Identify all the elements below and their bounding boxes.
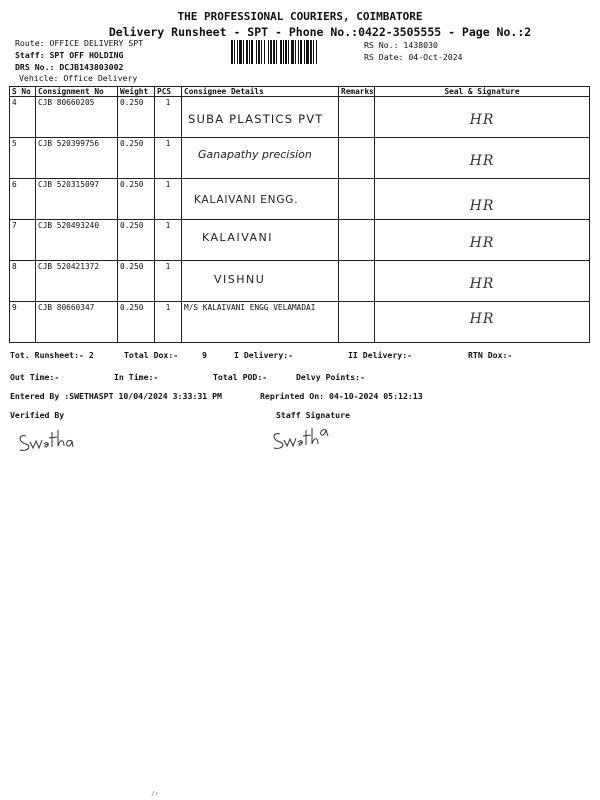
barcode [231,40,349,64]
cell-consignee: M/S KALAIVANI ENGG VELAMADAI [182,302,339,343]
drs-number: DRS No.: DCJB143803002 [15,62,124,72]
table-header-row [10,87,590,97]
header-sno: S No [10,87,36,97]
consignee-handwritten: KALAIVANI ENGG. [194,194,299,206]
cell-seal [375,302,590,343]
cell-pcs: 1 [155,220,182,261]
cell-consignment: CJB 80660347 [36,302,118,343]
header-weight: Weight [118,87,155,97]
cell-consignment: CJB 80660205 [36,97,118,138]
seal-initials: HR [469,311,495,327]
entered-by: Entered By :SWETHASPT 10/04/2024 3:33:31 PM [10,391,222,401]
cell-weight: 0.250 [118,261,155,302]
table-row [10,97,590,138]
cell-consignment: CJB 520399756 [36,138,118,179]
cell-weight: 0.250 [118,220,155,261]
consignee-handwritten: Ganapathy precision [198,148,312,161]
delvy-points: Delvy Points:- [296,372,366,382]
cell-consignee [182,97,339,138]
in-time: In Time:- [114,372,159,382]
cell-remarks [339,97,375,138]
consignee-handwritten: KALAIVANI [202,231,274,244]
cell-pcs: 1 [155,302,182,343]
cell-consignment: CJB 520315097 [36,179,118,220]
route-text: Route: OFFICE DELIVERY SPT [15,38,144,48]
consignee-handwritten: SUBA PLASTICS PVT [188,112,324,126]
rs-date: RS Date: 04-Oct-2024 [364,52,463,62]
cell-remarks [339,220,375,261]
table-row [10,220,590,261]
cell-consignee [182,220,339,261]
seal-initials: HR [469,112,495,128]
stray-mark [150,789,160,797]
header-consignee: Consignee Details [182,87,339,97]
cell-seal [375,261,590,302]
i-delivery: I Delivery:- [234,350,294,360]
table-row [10,261,590,302]
total-dox-value: 9 [202,350,207,360]
cell-seal [375,220,590,261]
cell-consignment: CJB 520421372 [36,261,118,302]
cell-consignment: CJB 520493240 [36,220,118,261]
table-row [10,179,590,220]
reprinted-on: Reprinted On: 04-10-2024 05:12:13 [260,391,423,401]
cell-sno: 4 [10,97,36,138]
staff-text: Staff: SPT OFF HOLDING [15,50,124,60]
runsheet-title: Delivery Runsheet - SPT - Phone No.:0422-3505555 - Page No.:2 [108,25,532,39]
cell-weight: 0.250 [118,97,155,138]
cell-remarks [339,138,375,179]
cell-sno: 7 [10,220,36,261]
seal-initials: HR [469,198,495,214]
cell-weight: 0.250 [118,302,155,343]
out-time: Out Time:- [10,372,60,382]
cell-sno: 5 [10,138,36,179]
table-row [10,302,590,343]
total-pod: Total POD:- [213,372,268,382]
verified-by-label: Verified By [10,410,65,420]
cell-pcs: 1 [155,138,182,179]
cell-pcs: 1 [155,179,182,220]
cell-weight: 0.250 [118,179,155,220]
vehicle-text: Vehicle: Office Delivery [19,73,138,83]
seal-initials: HR [469,276,495,292]
cell-sno: 8 [10,261,36,302]
staff-signature [268,420,330,452]
cell-remarks [339,179,375,220]
header-remarks: Remarks [339,87,375,97]
cell-seal [375,138,590,179]
header-consignment: Consignment No [36,87,118,97]
cell-seal [375,179,590,220]
seal-initials: HR [469,153,495,169]
cell-pcs: 1 [155,97,182,138]
cell-consignee [182,261,339,302]
tot-runsheet: Tot. Runsheet:- 2 [10,350,94,360]
cell-remarks [339,261,375,302]
rs-number: RS No.: 1438030 [364,40,438,50]
table-row [10,138,590,179]
staff-signature-label: Staff Signature [276,410,350,420]
total-dox-label: Total Dox:- [124,350,179,360]
seal-initials: HR [469,235,495,251]
cell-consignee [182,179,339,220]
cell-seal [375,97,590,138]
cell-weight: 0.250 [118,138,155,179]
consignee-handwritten: VISHNU [214,273,266,286]
ii-delivery: II Delivery:- [348,350,413,360]
company-title: THE PROFESSIONAL COURIERS, COIMBATORE [177,10,423,23]
cell-remarks [339,302,375,343]
header-pcs: PCS [155,87,182,97]
cell-pcs: 1 [155,261,182,302]
verified-signature [16,422,74,454]
cell-sno: 6 [10,179,36,220]
consignment-table [9,86,590,343]
header-seal-signature: Seal & Signature [375,87,590,97]
cell-consignee [182,138,339,179]
rtn-dox: RTN Dox:- [468,350,513,360]
cell-sno: 9 [10,302,36,343]
